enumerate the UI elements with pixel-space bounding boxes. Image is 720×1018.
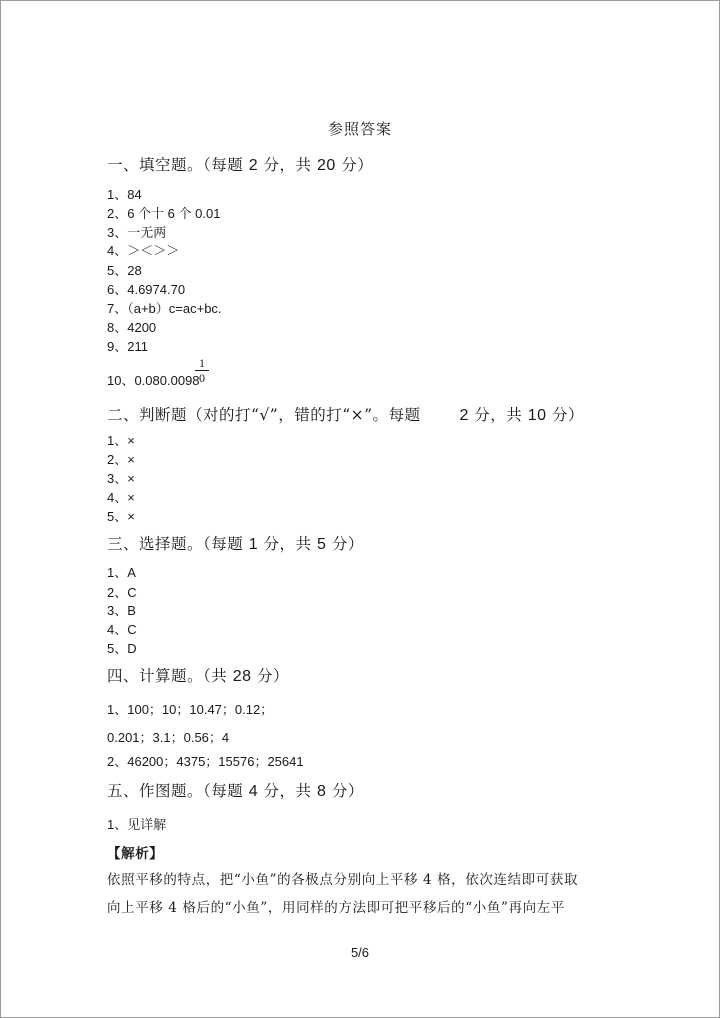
section-3-points-total: 5 [317,536,327,553]
answer-item: 4、＞＜＞＞ [107,243,180,258]
answer-item: 10、0.080.0098 [107,373,200,388]
answer-item: 3、× [107,471,135,486]
section-2-heading-prefix: 二、判断题（对的打“√”，错的打“×”。每题 [107,406,421,424]
analysis-paragraph-line: 依照平移的特点，把“小鱼”的各极点分别向上平移 4 格，依次连结即可获取 [107,872,579,888]
answer-item: 0.201；3.1；0.56；4 [107,730,230,745]
answer-item: 1、见详解 [107,817,167,832]
section-2-heading [107,403,584,425]
answer-item: 4、× [107,490,135,505]
section-3-heading [107,532,364,554]
fraction-denominator: 0 [199,371,205,385]
section-1-heading [107,153,373,175]
answer-item: 5、× [107,509,135,524]
answer-item: 3、B [107,603,136,618]
answer-item: 2、C [107,585,137,600]
fraction-numerator: 1 [199,356,205,370]
answer-item: 3、一无两 [107,225,167,240]
analysis-paragraph-line: 向上平移 4 格后的“小鱼”，用同样的方法即可把平移后的“小鱼”再向左平 [107,900,565,916]
section-4-heading-suffix: 分） [256,667,289,685]
section-2-points-total: 10 [527,407,547,424]
section-5-points-total: 8 [317,783,327,800]
answer-item: 7、（a+b）c=ac+bc. [107,301,222,316]
section-3-points-each: 1 [248,536,259,553]
answer-item: 8、4200 [107,320,157,335]
section-5-heading-prefix: 五、作图题。（每题 [107,782,244,800]
answer-item: 9、211 [107,339,148,354]
section-3-heading-mid: 分，共 [263,535,312,553]
section-2-points-each: 2 [459,407,469,424]
answer-item: 2、6 个十 6 个 0.01 [107,206,221,221]
section-2-heading-mid: 分，共 [474,406,523,424]
section-4-points-total: 28 [232,668,252,685]
section-5-heading-mid: 分，共 [263,782,312,800]
answer-item: 1、100；10；10.47；0.12； [107,702,274,717]
section-5-heading-suffix: 分） [331,782,364,800]
section-5-heading [107,779,364,801]
answer-item: 5、28 [107,263,142,278]
answer-item: 1、84 [107,187,142,202]
answer-item: 2、46200；4375；15576；25641 [107,754,304,769]
page-number: 5/6 [350,945,370,960]
section-4-heading-prefix: 四、计算题。（共 [107,667,228,685]
section-1-points-each: 2 [248,157,259,174]
answer-item: 1、× [107,433,135,448]
fraction [195,357,209,384]
section-5-points-each: 4 [248,783,259,800]
answer-item: 1、A [107,565,136,580]
section-4-heading [107,664,289,686]
answer-item: 2、× [107,452,135,467]
section-2-heading-suffix: 分） [551,406,584,424]
page-title: 参照答案 [327,120,392,138]
section-1-heading-mid: 分，共 [263,156,312,174]
section-1-heading-suffix: 分） [341,156,374,174]
section-1-heading-prefix: 一、填空题。（每题 [107,156,244,174]
section-3-heading-suffix: 分） [331,535,364,553]
analysis-label: 【解析】 [107,846,164,862]
section-3-heading-prefix: 三、选择题。（每题 [107,535,244,553]
section-1-points-total: 20 [317,157,336,174]
answer-item: 4、C [107,622,137,637]
answer-item: 6、4.6974.70 [107,282,186,297]
answer-item: 5、D [107,641,137,656]
